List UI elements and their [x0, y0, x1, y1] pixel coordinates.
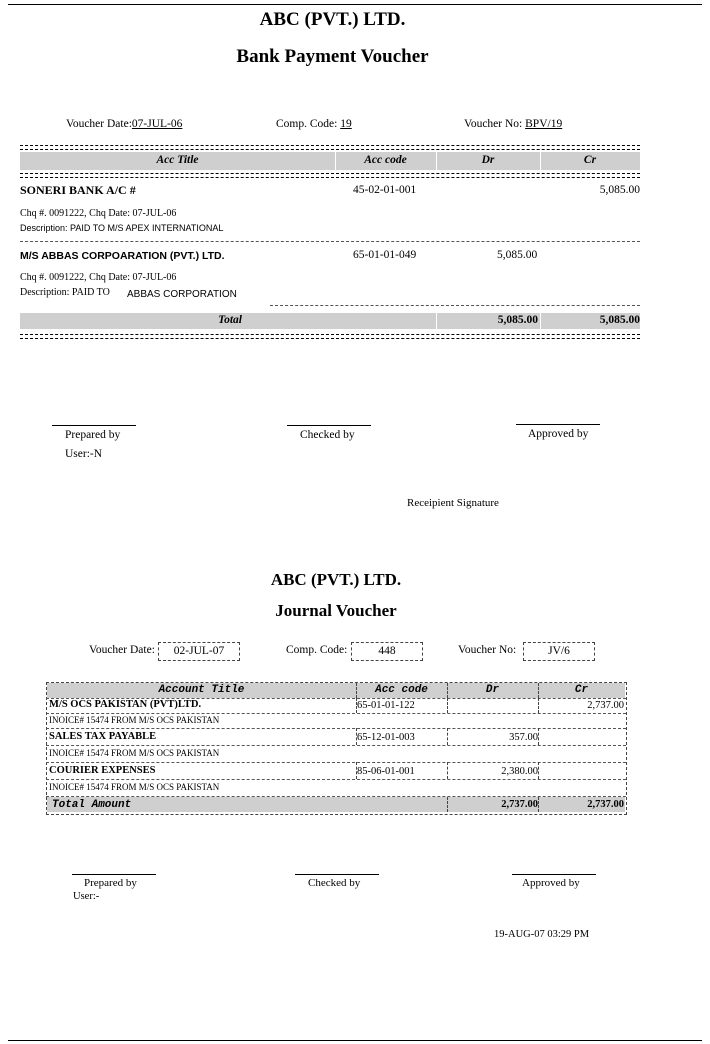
jv-user: User:-: [73, 891, 100, 902]
bpv-row-2-description-overlay: ABBAS CORPORATION: [124, 289, 272, 303]
jv-total-label: Total Amount: [52, 799, 132, 811]
bpv-user: User:-N: [65, 448, 103, 460]
bpv-voucher-no: Voucher No: BPV/19: [464, 118, 563, 130]
bpv-row-separator: [20, 241, 640, 242]
jv-row-1-title: M/S OCS PAKISTAN (PVT)LTD.: [49, 699, 202, 710]
bpv-col-dr: Dr: [481, 154, 495, 166]
bpv-voucher-date-value: 07-JUL-06: [131, 118, 183, 130]
jv-row-2-code: 65-12-01-003: [357, 732, 415, 743]
bpv-row-2-dr: 5,085.00: [497, 249, 538, 261]
jv-col-dr: Dr: [485, 684, 500, 696]
jv-row-3-title: COURIER EXPENSES: [49, 765, 156, 776]
jv-voucher-no-label: Voucher No:: [458, 644, 517, 656]
bpv-row-2-code: 65-01-01-049: [353, 249, 417, 261]
bpv-total-dr: 5,085.00: [497, 314, 538, 326]
jv-row-1-code: 65-01-01-122: [357, 700, 415, 711]
jv-comp-code-label: Comp. Code:: [286, 644, 348, 656]
jv-row-2-note: INOICE# 15474 FROM M/S OCS PAKISTAN: [49, 748, 220, 758]
jv-col-acc-code: Acc code: [375, 684, 428, 696]
jv-approved-by: Approved by: [522, 877, 580, 889]
bpv-comp-code-value: 19: [340, 118, 352, 130]
jv-company-name: ABC (PVT.) LTD.: [270, 570, 402, 589]
bpv-col-acc-code: Acc code: [364, 154, 407, 166]
jv-timestamp: 19-AUG-07 03:29 PM: [494, 929, 590, 940]
jv-row-2-title: SALES TAX PAYABLE: [49, 731, 157, 742]
jv-row-3-dr: 2,380.00: [501, 766, 538, 777]
jv-voucher-date-value: 02-JUL-07: [158, 642, 240, 661]
bpv-row-2-title: M/S ABBAS CORPOARATION (PVT.) LTD.: [20, 250, 225, 262]
bpv-row-1-code: 45-02-01-001: [353, 184, 417, 196]
bpv-company-name: ABC (PVT.) LTD.: [259, 9, 406, 30]
jv-row-3-note: INOICE# 15474 FROM M/S OCS PAKISTAN: [49, 782, 220, 792]
jv-checked-by: Checked by: [308, 877, 361, 889]
bpv-comp-code: Comp. Code: 19: [276, 118, 352, 130]
jv-row-1-note: INOICE# 15474 FROM M/S OCS PAKISTAN: [49, 715, 220, 725]
bpv-approved-by: Approved by: [528, 428, 589, 440]
bpv-total-cr: 5,085.00: [599, 314, 640, 326]
jv-total-dr: 2,737.00: [501, 799, 538, 810]
bpv-recipient-signature: Receipient Signature: [407, 497, 499, 509]
bpv-row-2-description: Description: PAID TO: [20, 287, 110, 298]
bottom-page-rule: [8, 1040, 702, 1041]
bpv-row-1-cr: 5,085.00: [599, 184, 640, 196]
bpv-voucher-date: Voucher Date:07-JUL-06: [66, 118, 183, 130]
top-page-rule: [8, 4, 702, 5]
bpv-checked-by: Checked by: [300, 429, 355, 441]
jv-row-2-dr: 357.00: [509, 732, 538, 743]
bpv-row-1-cheque: Chq #. 0091222, Chq Date: 07-JUL-06: [20, 208, 177, 219]
bpv-row-2-cheque: Chq #. 0091222, Chq Date: 07-JUL-06: [20, 272, 177, 283]
bpv-total-double-rule: [20, 334, 640, 339]
jv-row-1-cr: 2,737.00: [587, 700, 624, 711]
bpv-row-1-title: SONERI BANK A/C #: [20, 183, 136, 197]
jv-row-3-code: 85-06-01-001: [357, 766, 415, 777]
bpv-col-acc-title: Acc Title: [156, 154, 199, 166]
bpv-prepared-by: Prepared by: [65, 429, 121, 441]
bpv-total-label: Total: [218, 314, 242, 326]
jv-title: Journal Voucher: [275, 601, 397, 620]
bpv-row-1-description: Description: PAID TO M/S APEX INTERNATIONAL: [20, 223, 224, 233]
bpv-title: Bank Payment Voucher: [236, 46, 429, 67]
jv-col-cr: Cr: [574, 684, 589, 696]
jv-comp-code-value: 448: [351, 642, 423, 661]
jv-prepared-by: Prepared by: [84, 877, 137, 889]
bpv-header-bottom-rule: [20, 173, 640, 178]
jv-col-acc-title: Account Title: [158, 684, 245, 696]
bpv-voucher-no-value: BPV/19: [525, 118, 563, 130]
jv-voucher-no-value: JV/6: [523, 642, 595, 661]
jv-total-cr: 2,737.00: [587, 799, 624, 810]
bpv-col-cr: Cr: [583, 154, 597, 166]
jv-voucher-date-label: Voucher Date:: [89, 644, 155, 656]
bpv-header-double-rule: [20, 145, 640, 150]
